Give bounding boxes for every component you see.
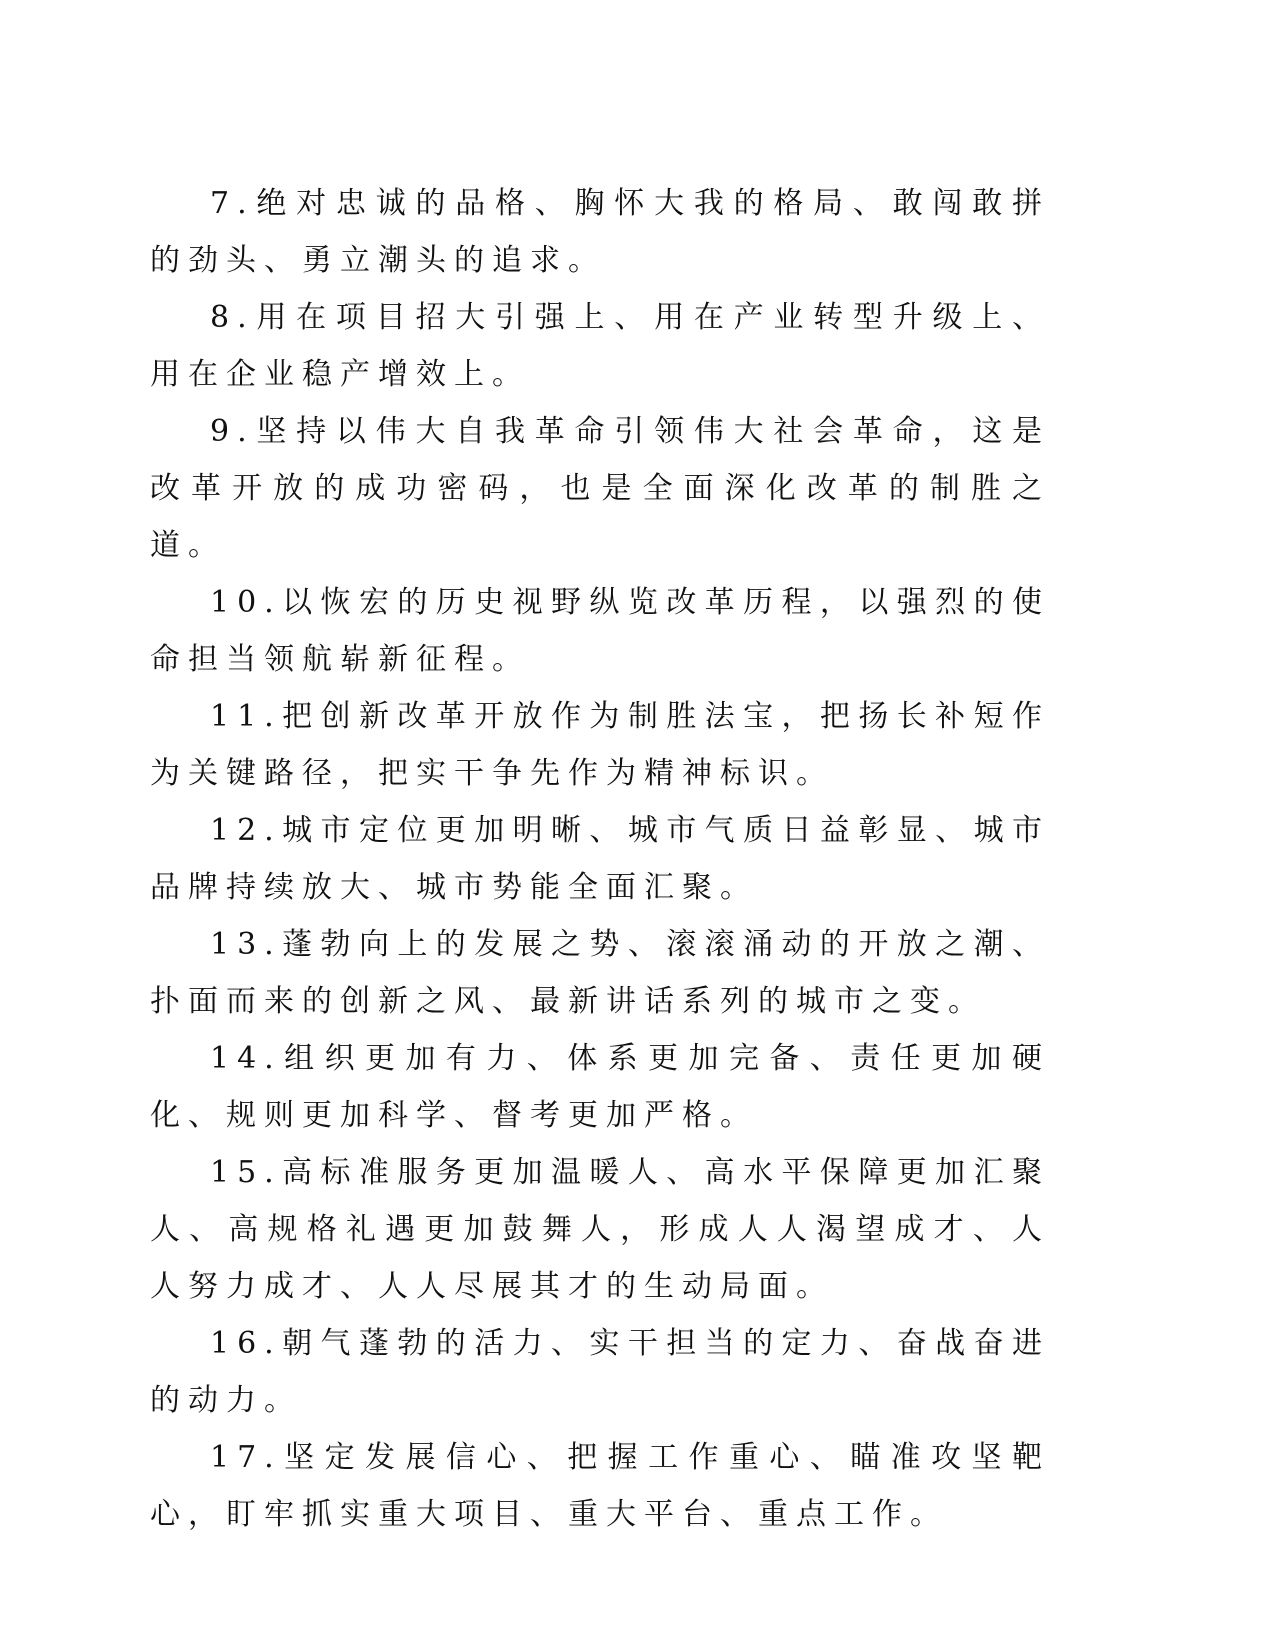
list-item-15: 15.高标准服务更加温暖人、高水平保障更加汇聚人、高规格礼遇更加鼓舞人，形成人人渴望成才、人人努力成才、人人尽展其才的生动局面。: [150, 1155, 1050, 1304]
list-item-10: 10.以恢宏的历史视野纵览改革历程，以强烈的使命担当领航崭新征程。: [150, 585, 1050, 677]
list-item-12: 12.城市定位更加明晰、城市气质日益彰显、城市品牌持续放大、城市势能全面汇聚。: [150, 813, 1050, 905]
list-item-8: 8.用在项目招大引强上、用在产业转型升级上、用在企业稳产增效上。: [150, 300, 1050, 392]
list-item-14: 14.组织更加有力、体系更加完备、责任更加硬化、规则更加科学、督考更加严格。: [150, 1041, 1050, 1133]
list-item-17: 17.坚定发展信心、把握工作重心、瞄准攻坚靶心，盯牢抓实重大项目、重大平台、重点工作。: [150, 1440, 1050, 1532]
list-item-13: 13.蓬勃向上的发展之势、滚滚涌动的开放之潮、扑面而来的创新之风、最新讲话系列的城市之变。: [150, 927, 1050, 1019]
list-item-11: 11.把创新改革开放作为制胜法宝，把扬长补短作为关键路径，把实干争先作为精神标识。: [150, 699, 1050, 791]
list-item-9: 9.坚持以伟大自我革命引领伟大社会革命，这是改革开放的成功密码，也是全面深化改革的制胜之道。: [150, 414, 1050, 563]
list-item-16: 16.朝气蓬勃的活力、实干担当的定力、奋战奋进的动力。: [150, 1326, 1050, 1418]
list-item-7: 7.绝对忠诚的品格、胸怀大我的格局、敢闯敢拼的劲头、勇立潮头的追求。: [150, 186, 1050, 278]
document-body: [150, 175, 1050, 1543]
